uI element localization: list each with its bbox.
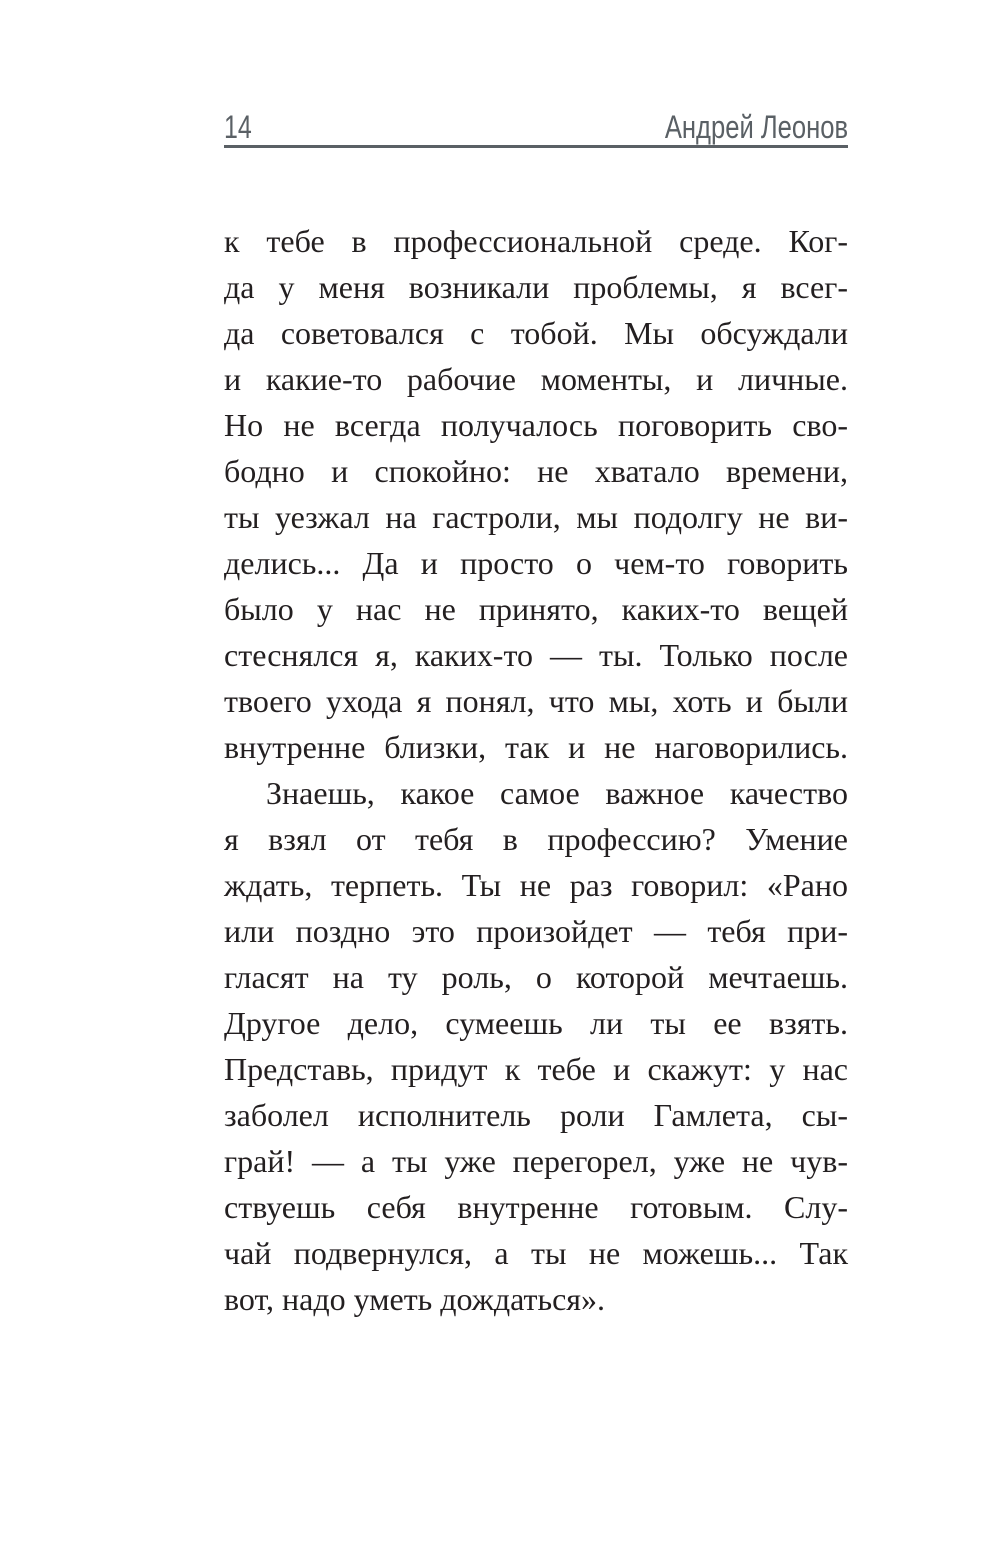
- text-line: твоего ухода я понял, что мы, хоть и были: [224, 683, 848, 719]
- text-line: грай! — а ты уже перегорел, уже не чув-: [224, 1143, 848, 1179]
- text-line: делись... Да и просто о чем-то говорить: [224, 545, 848, 581]
- text-line: Знаешь, какое самое важное качество: [266, 775, 848, 811]
- header-rule: [224, 145, 848, 148]
- text-line: да у меня возникали проблемы, я всег-: [224, 269, 848, 305]
- text-line: вот, надо уметь дождаться».: [224, 1281, 606, 1317]
- text-line: Представь, придут к тебе и скажут: у нас: [224, 1051, 848, 1087]
- text-line: Но не всегда получалось поговорить сво-: [224, 407, 848, 443]
- text-line: гласят на ту роль, о которой мечтаешь.: [224, 959, 848, 995]
- text-line: стеснялся я, каких-то — ты. Только после: [224, 637, 848, 673]
- running-header: [224, 103, 848, 145]
- text-line: заболел исполнитель роли Гамлета, сы-: [224, 1097, 848, 1133]
- text-line: да советовался с тобой. Мы обсуждали: [224, 315, 848, 351]
- paragraph-1: [224, 218, 848, 770]
- text-line: чай подвернулся, а ты не можешь... Так: [224, 1235, 848, 1271]
- body-text: [224, 218, 848, 1322]
- text-line: я взял от тебя в профессию? Умение: [224, 821, 848, 857]
- text-line: и какие-то рабочие моменты, и личные.: [224, 361, 848, 397]
- text-line: к тебе в профессиональной среде. Ког-: [224, 223, 848, 259]
- text-line: бодно и спокойно: не хватало времени,: [224, 453, 848, 489]
- text-line: ты уезжал на гастроли, мы подолгу не ви-: [224, 499, 848, 535]
- text-line: ствуешь себя внутренне готовым. Слу-: [224, 1189, 848, 1225]
- page-number: 14: [224, 109, 252, 145]
- author-name: Андрей Леонов: [664, 109, 848, 145]
- text-line: было у нас не принято, каких-то вещей: [224, 591, 848, 627]
- text-line: ждать, терпеть. Ты не раз говорил: «Рано: [224, 867, 848, 903]
- paragraph-2: [224, 770, 848, 1322]
- text-line: внутренне близки, так и не наговорились.: [224, 729, 848, 765]
- text-line: или поздно это произойдет — тебя при-: [224, 913, 848, 949]
- text-line: Другое дело, сумеешь ли ты ее взять.: [224, 1005, 848, 1041]
